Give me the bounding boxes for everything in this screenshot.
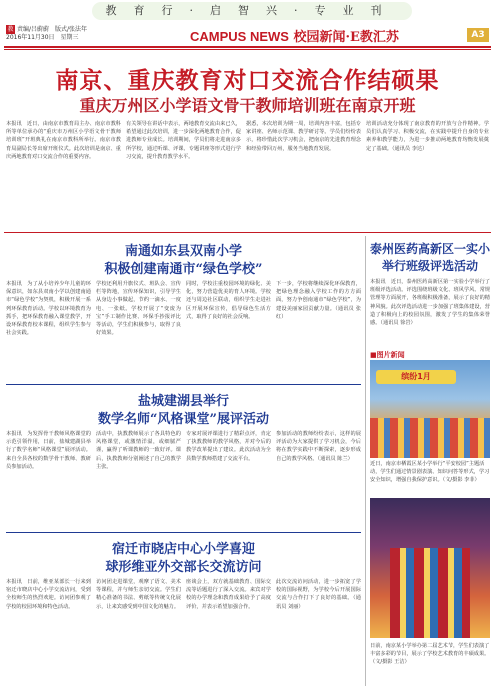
story2-title-line1: 南通如东县双南小学 [124,244,242,259]
story4-title-line1: 盐城建湖县举行 [137,394,229,409]
story5-title-line2: 球形维亚外交部长交流访问 [105,560,262,575]
performers-image [370,418,490,458]
story5-col-3: 座谈会上，双方就基础教育、国际交流等话题进行了深入交流。来宾对学校的办学理念和教育成果给予了高度评价，并表示希望加强合作。 [186,579,271,610]
story4-col-2: 活动中，执教教师展示了各具特色的风格课堂，或激情洋溢，或细腻严谨，赢得了听课教师的一致好评。课后，执教教师分别阐述了自己的教学主张。 [96,431,181,470]
section-divider [4,232,491,233]
column-divider [365,236,366,686]
photo1-caption: 近日，南京市栖霞区某小学举行“平安校园”主题活动，学生们通过情景剧表演、知识问答等形式，学习安全知识，增强自我保护意识。（文/摄影 李菲） [370,461,490,483]
section-name [190,26,399,45]
story5-col-1: 本报讯 日前，维亚某部长一行来到宿迁市晓店中心小学交流访问，受到全校师生的热烈欢迎。访问团参观了学校的校园环境和特色活动。 [6,579,91,610]
story2-title-line2: 积极创建南通市“绿色学校” [104,262,263,277]
dancers-image [390,548,470,638]
photo-performance-1 [370,360,490,458]
masthead [0,0,495,24]
story2-col-1: 本报讯 为了从小培养少年儿童的环保意识，如东县双南小学以创建南通市“绿色学校”为契机，积极开展一系列环保教育活动。学校以环境教育为抓手，把环保教育融入课堂教学，开设环保教育校本课程，组织学生参与社会实践。 [6,281,91,337]
masthead-banner: 教育行·启智兴·专业刊 [92,2,412,20]
story2-col-4: 下一步，学校将继续深化环保教育，把绿色理念融入学校工作的方方面面，努力争创南通市“绿色学校”，为建设美丽家园贡献力量。（通讯员 张红） [276,281,361,320]
photo-banner-text: 缤纷1月 [376,370,456,384]
story4-col-3: 专家对展评课进行了精彩点评，肯定了执教教师的教学风格，并对今后的教学改革提出了建议。此次活动为全县数学教师搭建了交流平台。 [186,431,271,462]
story4-title-line2: 数学名师“风格课堂”展评活动 [98,412,269,427]
header-rule [4,46,491,48]
story3-title-line1: 泰州医药高新区一实小 [369,242,490,256]
lead-headline: 南京、重庆教育对口交流合作结硕果 [55,67,440,94]
section-name-en: CAMPUS NEWS [190,29,289,44]
story5-col-4: 此次交流访问活动，进一步拓宽了学校的国际视野，为学校今后开展国际交流与合作打下了良好的基础。（通讯员 刘丽） [276,579,361,610]
editor-line: 责编/吕蔚蔚 版式/张法年 [17,26,88,33]
paper-logo-icon: 教 [7,26,14,33]
story3-title-line2: 举行班级评选活动 [381,259,478,273]
photo-news-label: ■图片新闻 [370,351,405,359]
story4-divider [6,384,361,385]
story3-body: 本报讯 近日，泰州医药高新区第一实验小学举行了班级评选活动。评选围绕班级文化、班风学风、常规管理等方面展开，各班级积极准备，展示了良好的精神风貌。此次评选活动进一步加强了班集体建设，营造了积极向上的校园氛围，激发了学生的集体荣誉感。（通讯员 徐岩） [370,279,490,327]
lead-col-2: 有关领导在讲话中表示，两地教育交流由来已久，希望通过此次培训，进一步深化两地教育合作，促进教师专业成长。培训期间，学员们将走进南京多所学校，通过听课、评课、专题讲座等形式进行学习交流，提升教育教学水平。 [126,121,241,160]
publication-info [6,25,87,42]
page-number: A3 [467,28,489,42]
lead-col-3: 据悉，本次培训为期一周，培训内容丰富，包括专家讲座、名师示范课、教学研讨等。学员们纷纷表示，将珍惜此次学习机会，把南京的先进教育理念和经验带回万州，服务当地教育发展。 [246,121,361,152]
lead-col-1: 本报讯 近日，由南京市教育局主办、南京市教科所等单位承办的“重庆市万州区小学语文骨干教师培训班”开班典礼在南京市教科所举行。南京市教育局副局长等出席开班仪式。此次培训是南京、重庆两地教育对口交流合作的重要内容。 [6,121,121,160]
header-rule-thin [4,49,491,50]
section-name-cn: 校园新闻·E教汇苏 [293,30,399,45]
story4-col-1: 本报讯 为发挥骨干教师风格课堂的示范引领作用，日前，盐城建湖县举行了数学名师“风格课堂”展评活动。来自全县各校的数学骨干教师、教研员参加活动。 [6,431,91,470]
photo-performance-2 [370,498,490,638]
story5-title-line1: 宿迁市晓店中心小学喜迎 [111,542,255,557]
lead-subheadline: 重庆万州区小学语文骨干教师培训班在南京开班 [79,96,416,115]
story2-col-3: 同时，学校注重校园环境的绿化、美化，努力营造优美的育人环境。学校还与周边社区联动，组织学生走进社区开展环保宣传，倡导绿色生活方式，取得了良好的社会反响。 [186,281,271,320]
photo2-caption: 日前，南京某小学举办第二届艺术节，学生们表演了丰富多彩的节目，展示了学校艺术教育的丰硕成果。（文/摄影 王洁） [370,643,490,665]
story2-col-2: 学校还利用升旗仪式、班队会、宣传栏等阵地，宣传环保知识，引导学生从身边小事做起，节约一滴水、一度电、一张纸。学校开展了“变废为宝”手工制作比赛、环保手抄报评比等活动，学生们积极参与，取得了良好效果。 [96,281,181,337]
story4-col-4: 参加活动的教师纷纷表示，这样的展评活动为大家提供了学习机会，今后将在教学实践中不断探索，逐步形成自己的教学风格。（通讯员 陈兰） [276,431,361,462]
story5-divider [6,532,361,533]
story5-col-2: 访问团走进课堂，观摩了语文、美术等课程，并与师生亲切交流。学生们精心准备的书法、剪纸等传统文化展示，让来宾感受到中国文化的魅力。 [96,579,181,610]
date-line: 2016年11月30日 星期三 [6,34,79,41]
lead-col-4: 培训活动充分体现了南京教育的开放与合作精神。学员们认真学习、积极交流，在实践中提升自身的专业素养和教学能力，为进一步推动两地教育均衡发展奠定了基础。（通讯员 李达） [366,121,489,152]
